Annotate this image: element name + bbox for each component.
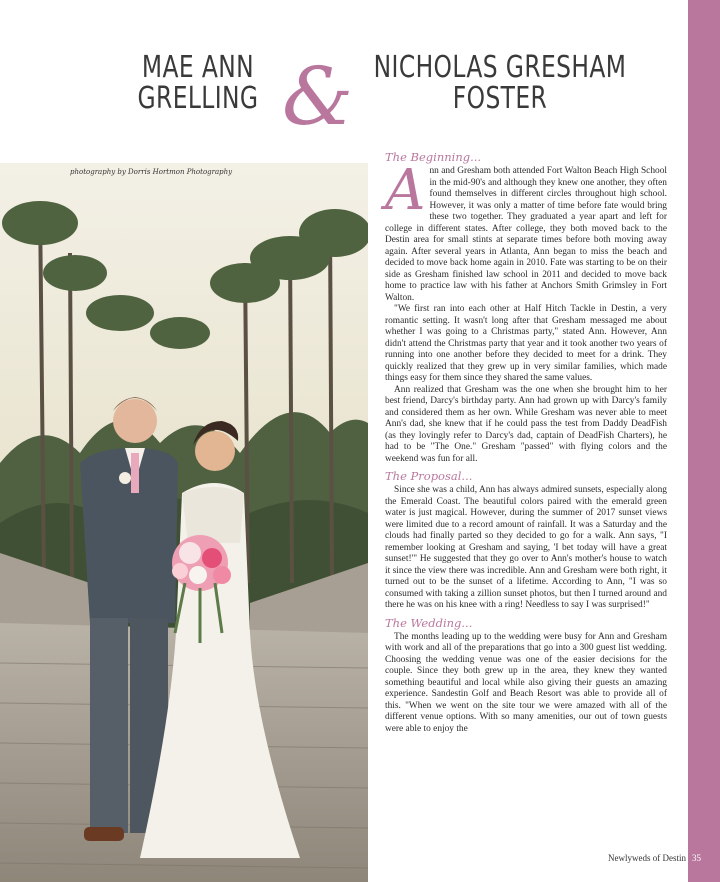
beginning-paragraph-3: Ann realized that Gresham was the one when she brought him to her best friend, Darcy's birthday party. Ann had grown up with Darcy's family and considered them as her own. While Gresham was never able to meet Ann's dad, she knew that if he could pass the test from Daddy DeadFish (as they lovingly refer to Darcy's dad, captain of DeadFish Charters), he had to be "The One." Gresham "passed" with flying colors and the weekend was fun for all. xyxy=(385,384,667,464)
section-heading-beginning: The Beginning... xyxy=(385,150,482,164)
wedding-photo xyxy=(0,163,368,882)
dropcap: A xyxy=(385,158,426,223)
beginning-paragraph-1-text: nn and Gresham both attended Fort Walton Beach High School in the mid-90's and although they knew one another, they often found themselves in different circles throughout high school. However, it was only a matter of time before fate would bring these two together. They graduated a year apart and left for college in different states. After college, they both moved back to the Destin area for small stints at separate times before both moving away again. After several years in Atlanta, Ann began to miss the beach and decided to move back home again in 2010. Fate was starting to be on their side as Gresham finished law school in 2011 and decided to move back home to practice law with his father at Anchors Smith Grimsley in Fort Walton. xyxy=(385,166,667,303)
proposal-paragraph-1: Since she was a child, Ann has always admired sunsets, especially along the Emerald Coast. The beautiful colors paired with the emerald green water is just magical. However, during the summer of 2017 sunset views were limited due to a record amount of rainfall. It was a Saturday and the clouds had finally parted so they decided to go for a walk. Ann says, "I remember looking at Gresham and saying, 'I bet today will have a great sunset!'" He suggested that they go over to Ann's mother's house to watch it since the view there was incredible. Ann and Gresham were both right, it turned out to be the sunset of a lifetime. According to Ann, "I was so consumed with taking a zillion sunset photos, but then I turned around and there he was on his knee with a ring! Needless to say I was surprised!" xyxy=(385,485,667,610)
sidebar-accent-bar xyxy=(688,0,720,882)
section-heading-proposal: The Proposal... xyxy=(385,469,473,483)
beginning-paragraph-1 xyxy=(385,158,667,304)
bride-name xyxy=(128,52,268,114)
publication-name: Newlyweds of Destin xyxy=(608,853,686,863)
wedding-photo-illustration xyxy=(0,163,368,882)
ampersand: & xyxy=(282,50,354,143)
groom-name-line2: FOSTER xyxy=(452,81,548,116)
wedding-paragraph-1: The months leading up to the wedding were busy for Ann and Gresham with work and all of the preparations that go into a 300 guest list wedding. Choosing the wedding venue was one of the easier decisions for the couple. Since they both grew up in the area, they knew they wanted something beautiful and local while also giving their guests an amazing experience. Sandestin Golf and Beach Resort was able to provide all of this. "When we went on the site tour we were amazed with all of the different venue options. With so many amenities, our out of town guests were able to enjoy the xyxy=(385,631,667,734)
groom-name xyxy=(367,52,632,114)
page-number: 35 xyxy=(692,853,701,863)
bride-name-line1: MAE ANN xyxy=(141,50,255,85)
section-heading-wedding: The Wedding... xyxy=(385,615,473,630)
photo-credit: photography by Dorris Hortmon Photography xyxy=(70,168,233,176)
bride-name-line2: GRELLING xyxy=(137,81,259,116)
groom-name-line1: NICHOLAS GRESHAM xyxy=(373,50,627,85)
beginning-paragraph-2: "We first ran into each other at Half Hitch Tackle in Destin, a very romantic setting. It wasn't long after that Gresham messaged me about whether I was going to a Christmas party," stated Ann. However, Ann didn't attend the Christmas party that year and it took another two years of running into one another before they decided to meet for a drink. They quickly realized that they grew up in very similar families, which made things easy for them since they shared the same values. xyxy=(385,304,667,383)
article-body xyxy=(385,150,667,735)
